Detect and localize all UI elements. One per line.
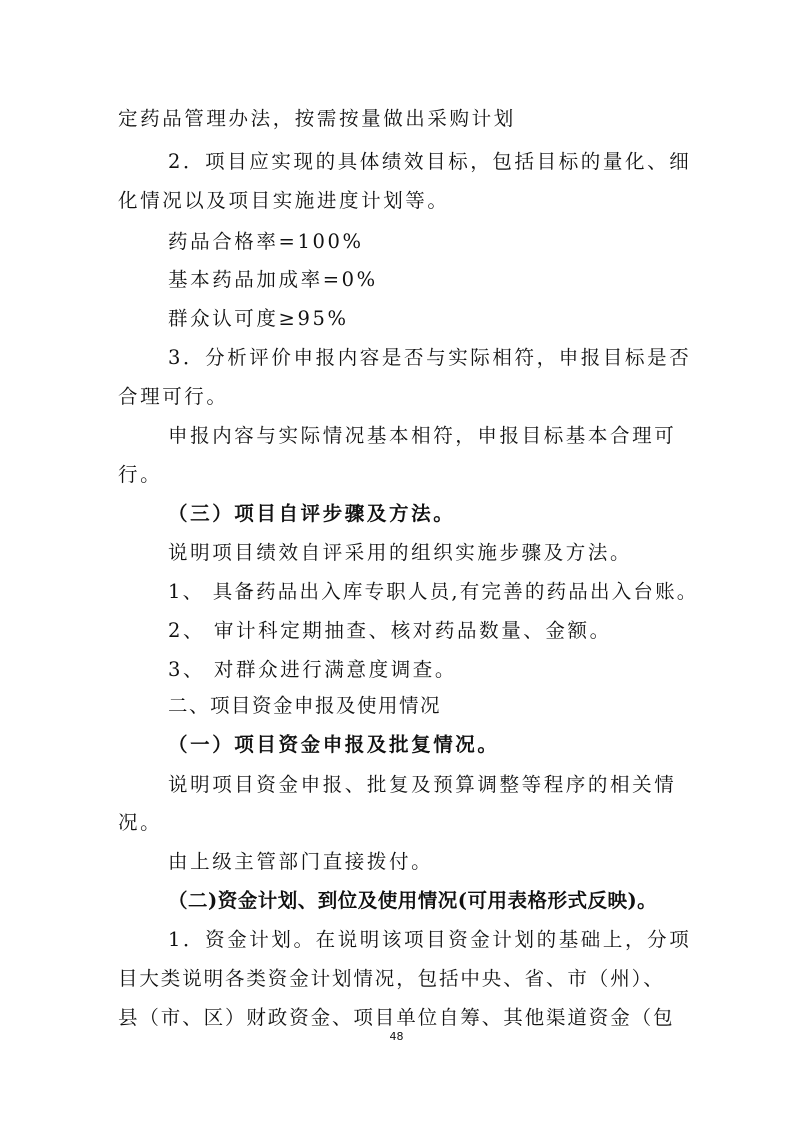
body-line: 1、 具备药品出入库专职人员,有完善的药品出入台账。 [168, 580, 699, 603]
body-line: 群众认可度≥95% [168, 307, 349, 330]
body-line: 3．分析评价申报内容是否与实际相符，申报目标是否 [168, 346, 692, 369]
body-line: 由上级主管部门直接拨付。 [168, 850, 434, 873]
body-line: 2．项目应实现的具体绩效目标，包括目标的量化、细 [168, 150, 692, 173]
section-heading: （二)资金计划、到位及使用情况(可用表格形式反映)。 [168, 889, 658, 912]
body-line: 行。 [118, 463, 163, 486]
body-line: 说明项目资金申报、批复及预算调整等程序的相关情 [168, 773, 677, 796]
body-line: 1．资金计划。在说明该项目资金计划的基础上，分项 [168, 928, 692, 951]
body-line: 说明项目绩效自评采用的组织实施步骤及方法。 [168, 541, 633, 564]
body-line: 目大类说明各类资金计划情况，包括中央、省、市（州）、 [118, 967, 665, 990]
body-line: 县（市、区）财政资金、项目单位自筹、其他渠道资金（包 [118, 1006, 675, 1029]
body-line: 化情况以及项目实施进度计划等。 [118, 189, 450, 212]
body-line: 2、 审计科定期抽查、核对药品数量、金额。 [168, 619, 612, 642]
body-line: 况。 [118, 811, 163, 834]
section-heading: （一）项目资金申报及批复情况。 [168, 733, 500, 756]
body-line: 合理可行。 [118, 385, 229, 408]
body-line: 基本药品加成率=0% [168, 268, 378, 291]
page-number: 48 [389, 1030, 404, 1043]
body-line: 药品合格率=100% [168, 230, 364, 253]
body-line: 申报内容与实际情况基本相符，申报目标基本合理可 [168, 424, 677, 447]
section-heading: （三）项目自评步骤及方法。 [168, 502, 456, 525]
body-line: 定药品管理办法，按需按量做出采购计划 [118, 107, 516, 130]
chapter-heading: 二、项目资金申报及使用情况 [168, 694, 442, 717]
body-line: 3、 对群众进行满意度调查。 [168, 658, 458, 681]
